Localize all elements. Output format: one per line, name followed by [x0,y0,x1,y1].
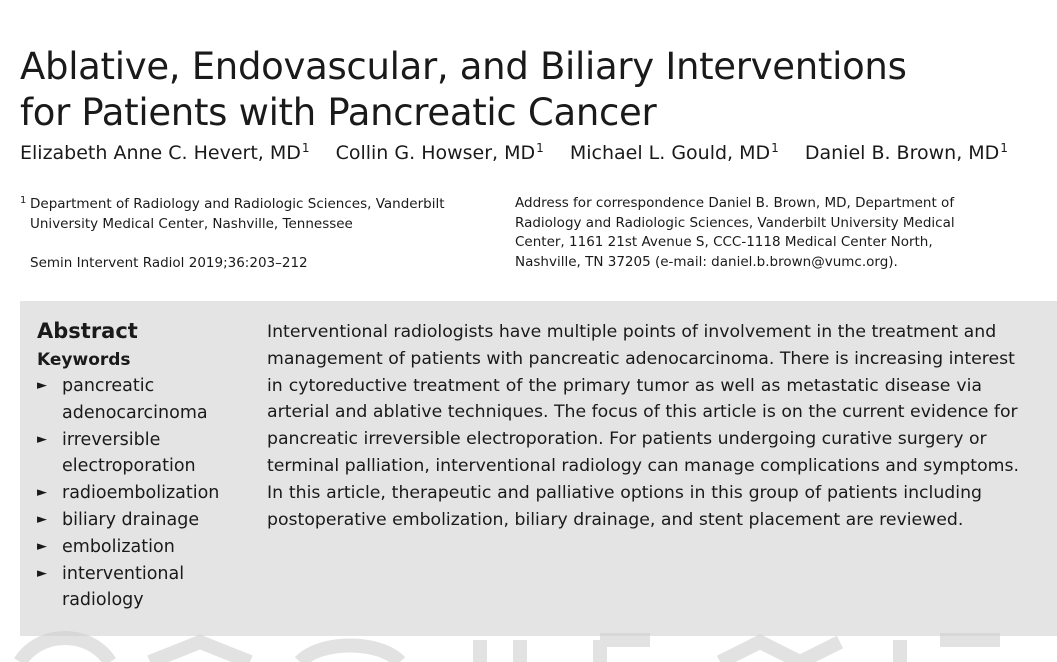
affiliation-text-1: Department of Radiology and Radiologic Sciences, Vanderbilt [30,196,445,212]
keyword-item [37,507,252,534]
triangle-bullet-icon: ► [37,565,47,581]
keyword-text: irreversible [62,429,161,450]
author-affiliation-marker: 1 [1000,141,1008,155]
keyword-text: radioembolization [62,483,220,504]
title-line-1: Ablative, Endovascular, and Biliary Interventions [20,44,907,88]
keyword-text: pancreatic [62,376,155,396]
abstract-line: In this article, therapeutic and palliative options in this group of patients including [267,482,982,503]
author [20,134,310,167]
keyword-item [37,534,252,561]
author-list [20,134,1040,167]
keyword-item [37,427,252,481]
keyword-item [37,373,252,427]
correspondence-line: Address for correspondence Daniel B. Brown, MD, Department of [515,195,955,211]
abstract-section [20,301,1057,636]
correspondence-line: Nashville, TN 37205 (e-mail: daniel.b.brown@vumc.org). [515,254,898,271]
keywords-heading: Keywords [37,350,131,370]
author-affiliation-marker: 1 [301,141,310,155]
author [570,134,779,167]
affiliation-line [20,214,470,234]
abstract-line: management of patients with pancreatic adenocarcinoma. There is increasing interest [267,348,1015,369]
keyword-item [37,480,252,507]
abstract-line: pancreatic irreversible electroporation. For patients undergoing curative surgery or [267,429,987,450]
keyword-text: interventional [62,563,185,584]
title-line-2: for Patients with Pancreatic Cancer [20,90,657,134]
keyword-text: embolization [62,536,175,557]
article-title [20,44,1020,136]
keyword-text-cont: radiology [62,590,144,611]
abstract-line: in cytoreductive treatment of the primary tumor as well as metastatic disease via [267,375,982,396]
abstract-line: Interventional radiologists have multiple points of involvement in the treatment and [267,322,997,342]
triangle-bullet-icon: ► [37,538,47,554]
author-name: Collin G. Howser, MD [335,142,536,164]
author [336,134,544,167]
keyword-text: biliary drainage [62,509,200,530]
triangle-bullet-icon: ► [37,511,47,527]
affiliation [20,194,470,234]
triangle-bullet-icon: ► [37,378,47,393]
abstract-line: postoperative embolization, biliary drainage, and stent placement are reviewed. [267,509,964,530]
abstract-line: arterial and ablative techniques. The focus of this article is on the current evidence for [267,402,1018,423]
correspondence-line: Center, 1161 21st Avenue S, CCC-1118 Medical Center North, [515,234,933,251]
abstract-body [267,319,1019,533]
affiliation-marker: 1 [20,195,27,206]
author-affiliation-marker: 1 [771,141,779,155]
author [805,134,1008,167]
author-name: Daniel B. Brown, MD [804,142,1000,164]
correspondence-address [515,194,995,273]
triangle-bullet-icon: ► [37,431,47,447]
triangle-bullet-icon: ► [37,485,47,501]
keyword-list [37,373,252,614]
author-name: Michael L. Gould, MD [569,142,771,164]
affiliation-text-2: University Medical Center, Nashville, Tennessee [30,216,353,232]
author-name: Elizabeth Anne C. Hevert, MD [20,142,301,164]
journal-citation: Semin Intervent Radiol 2019;36:203–212 [30,255,308,271]
author-affiliation-marker: 1 [536,141,544,155]
abstract-heading: Abstract [37,319,138,343]
correspondence-line: Radiology and Radiologic Sciences, Vanderbilt University Medical [515,214,955,231]
affiliation-line [20,194,470,214]
keyword-text-cont: electroporation [62,456,196,477]
abstract-line: terminal palliation, interventional radiology can manage complications and symptoms. [267,455,1019,476]
keyword-text-cont: adenocarcinoma [62,402,208,423]
keyword-item [37,561,252,615]
